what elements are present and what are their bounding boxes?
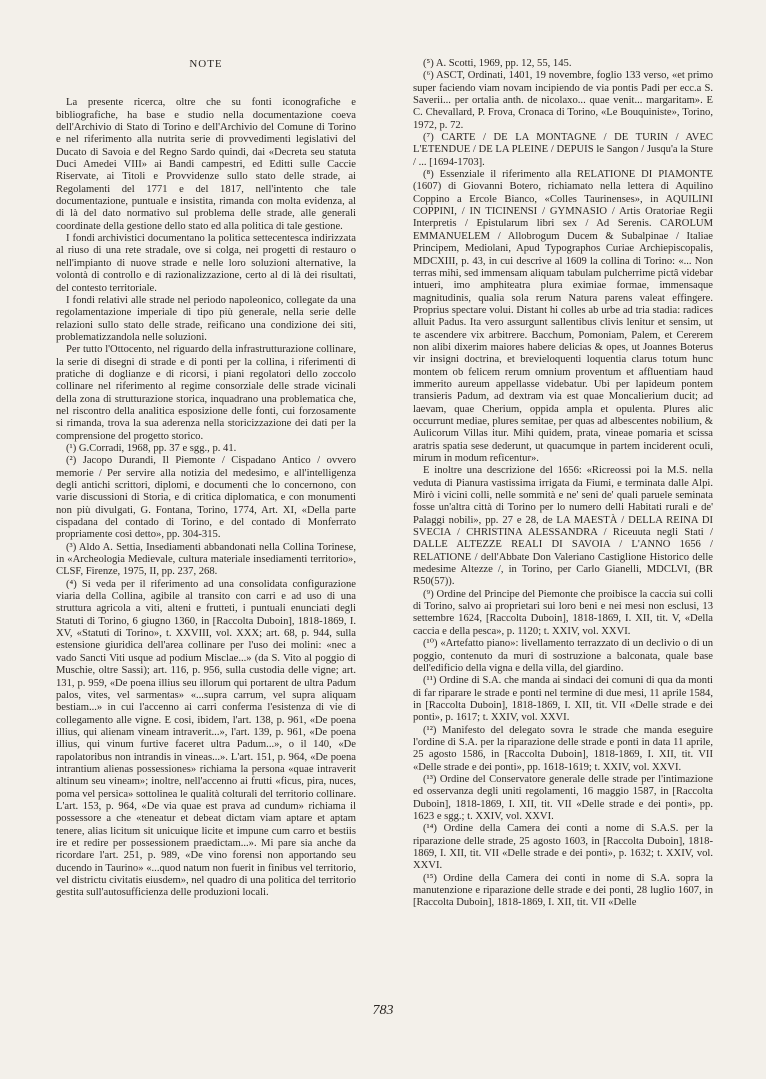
footnote: (⁷) CARTE / DE LA MONTAGNE / DE TURIN / AVEC L'ETENDUE / DE LA PLEINE / DEPUIS le Sangon / Jusqu'a la Sture / ... [1694-1703]. xyxy=(413,132,713,168)
footnote: (¹⁵) Ordine della Camera dei conti in nome di S.A. sopra la manutenzione e riparazione delle strade e dei ponti, 28 luglio 1607, in [Raccolta Duboin], 1818-1869, I. XII, tit. VII «Delle xyxy=(413,872,713,909)
page-title: NOTE xyxy=(189,58,223,70)
body-paragraph: I fondi archivistici documentano la politica settecentesca indirizzata al riuso di una rete stradale, ove si colga, nei progetti di restauro o nell'impianto di nuove strade e nelle loro soluzioni alternative, la volontà di controllo e di razionalizzazione, certo al di là dei risultati, del contesto territoriale. xyxy=(56,233,356,294)
footnote: E inoltre una descrizione del 1656: «Ricreossi poi la M.S. nella veduta di Pianura vastissima irrigata da Fiumi, e terminata dalle Alpi. Mirò i vicini colli, nelle sommità e ne' seni de' quali paruele seminata fosse un'altra città di Torino per lo numero delli Habitati rurali e de' Palaggi nobili», pp. 27 e 28, de LA MAESTÀ / DELLA REINA DI SVECIA / CHRISTINA ALESSANDRA / Riceuuta negli Stati / DALLE ALTEZZE REALI DI SAVOIA / L'ANNO 1656 / RELATIONE / dell'Abbate Don Valeriano Castiglione Historico delle medesime Altezze /, in Torino, per Carlo Gianelli, MDCLVI, (BR R50(57)). xyxy=(413,465,713,588)
footnote: (⁸) Essenziale il riferimento alla RELATIONE DI PIAMONTE (1607) di Giovanni Botero, richiamato nella lettera di Aquilino Coppino a Ercole Bianco, «Colles Taurinenses», in AQUILINI COPPINI, / IN TICINENSI / GYMNASIO / Artis Oratoriae Regii Interpretis / Epistularum libri sex / Ad Serenis. CAROLUM EMMANUELEM / Allobrogum Ducem & Subalpinae / Italiae Principem, Mediolani, Apud Typographos Curiae Archiepiscopalis, MDCXIII, p. 43, in cui descrive al 1609 la collina di Torino: «... Non terras mihi, sed immensam aliquam tabulam pulcherrime pictâ videbar intueri, imo amphiteatra plura eximiae formae, immensaque magnitudinis, qualia sola rerum Natura parens valeat effingere. Proprius spectare volui. Distant hi colles ab urbe ad tria stadia: radices alluit Padus. Ita vero assurgunt sallentibus clivis lenitur et sensim, ut te ascendere vix arbitrere. Bacchum, Pomoniam, Palem, et Cererem non alibi dixerim maiores habere delicias & opes, ut Joannes Boterus vir insigni doctrina, et brevieloquenti loquentia clarus totum hunc montem ob felicem rerum omnium proventum et affluentiam haud immerito aureum appellasse videbatur. Ubi per lapideum pontem transieris Padum, ad dextram via est quae Moncalierium ducit; ad laevam, quae Cherium, oppida ampla et opulenta. Plures alic occurrunt mediae, plures semitae, per quas ad albescentes nobilium, & Aulicorum Villas itur. Mihi quidem, prata, vineae pomaria et scissa aratris spatia sese dederunt, ut quacumque in partem inciderent oculi, mirum in modum reficentur». xyxy=(413,169,713,464)
footnote: (⁴) Si veda per il riferimento ad una consolidata configurazione viaria della Collina, agibile al transito con carri e ad uso di una struttura agricola a viti, alteni e frutteti, i puntuali enunciati degli Statuti di Torino, 6 giugno 1360, in [Raccolta Duboin], 1818-1869, I. XV, «Statuti di Torino», t. XXVIII, vol. XXX; art. 68, p. 944, sulla estensione giuridica dell'area collinare per l'uso dei molini: «nec a vado Sancti Viti usque ad podium Misclae...» (da S. Vito al poggio di Muschie, oltre Sassi); art. 116, p. 956, sulla custodia delle vigne; art. 131, p. 959, «De poena illius seu illorum qui portarent de ultra Padum palos, vites, vel sarmentas» «...supra carrum, vel supra aliquam bestiam...» in cui l'accenno ai carri conferma l'esistenza di vie di collegamento alle vigne. E cosi, ibidem, l'art. 138, p. 961, «De poena illius, qui alienam vineam intraverit...», l'art. 139, p. 961, «De poena illius, qui vinum furtive faceret ultra Padum...», o il 140, «De rapolatoribus non intrandis in vineas...». L'art. 151, p. 964, «De poena intrantium alienas possessiones» richiama la persona «quae intraverit altinum seu vineam»; inoltre, nell'accenno ai frutti «ficus, pira, nuces, poma vel persica» sottolinea le qualità colturali del territorio collinare. L'art. 153, p. 964, «De via quae est prava ad cundum» richiama il possessore a che «teneatur et debeat dictam viam aptare et aptam tenere, alias licitum sit unicuique licite et impune cum carro et bestiis ire et redire per possessionem praedictam...». Mi pare sia anche da ricordare l'art. 251, p. 989, «De vino forensi non apportando seu ducendo in Taurino» «...quod natum non fuerit in finibus vel territorio, vel districtu civitatis eiusdem», nel quadro di una politica del territorio gestita sull'autosufficienza delle produzioni locali. xyxy=(56,578,356,899)
footnote: (¹⁰) «Artefatto piano»: livellamento terrazzato di un declivio o di un poggio, contenuto da muri di sostruzione a balconata, quale base dell'edificio della vigna e della villa, del giardino. xyxy=(413,638,713,674)
footnote: (¹) G.Corradi, 1968, pp. 37 e sgg., p. 41. xyxy=(66,442,237,454)
body-paragraph: I fondi relativi alle strade nel periodo napoleonico, collegate da una regolamentazione imperiale di tipo più generale, nella serie delle relazioni sullo stato delle strade, reificano una condizione dei siti, problematizzandola nelle soluzioni. xyxy=(56,294,356,343)
footnote: (¹³) Ordine del Conservatore generale delle strade per l'intimazione ed osservanza degli uniti regolamenti, 16 maggio 1587, in [Raccolta Duboin], 1818-1869, I. XII, tit. VII «Delle strade e dei ponti», pp. 1623 e sgg.; t. XXIV, vol. XXVI. xyxy=(413,773,713,822)
footnote: (⁵) A. Scotti, 1969, pp. 12, 55, 145. xyxy=(423,58,572,69)
footnote: (⁶) ASCT, Ordinati, 1401, 19 novembre, foglio 133 verso, «et primo super faciendo viam novam incipiendo de via pontis Padi per ecc.a S. Saverii... per ortalia anth. de nicolaxo... quae venit... margaritam». E C. Chevallard, P. Frova, Cronaca di Torino, «Le Bouquiniste», Torino, 1972, p. 72. xyxy=(413,70,713,131)
body-paragraph: La presente ricerca, oltre che su fonti iconografiche e bibliografiche, ha base e studio nella documentazione coeva dell'Archivio di Stato di Torino e dell'Archivio del Comune di Torino e nel riferimento alla nutrita serie di provvedimenti legislativi del Ducato di Savoia e del Regno Sardo quindi, dai «Decreta seu statuta Duci Amedei VIII» ai Bandi campestri, ed Editti sulle Caccie Riservate, ai Titoli e Provvidenze sullo stato delle strade, ai Regolamenti del 1771 e del 1817, nell'intento che tale documentazione, puntuale e insistita, rimanda con molta evidenza, al di là del dato normativo sul problema delle strade, alle generali coordinate della gestione dello stato ed alla politica di tale gestione. xyxy=(56,97,356,232)
footnote: (²) Jacopo Durandi, Il Piemonte / Cispadano Antico / ovvero memorie / Per servire alla notizia del medesimo, e all'intelligenza degli antichi scrittori, diplomi, e documenti che lo concernono, con varie discussioni di Storia, e di critica diplomatica, e con monumenti non più divulgati, G. Fontana, Torino, 1774, Art. XI, «Della parte cispadana del contado di Torino, e del contado di Monferrato propriamente così detto», pp. 304-315. xyxy=(56,455,356,541)
footnote: (⁹) Ordine del Principe del Piemonte che proibisce la caccia sui colli di Torino, salvo ai proprietari sui loro beni e nei mesi non esclusi, 13 settembre 1624, [Raccolta Duboin], 1818-1869, I. XII, tit. V, «Della caccia e della pesca», p. 1120; t. XXIV, vol. XXVI. xyxy=(413,588,713,637)
page-number: 783 xyxy=(372,1003,394,1018)
footnote: (¹²) Manifesto del delegato sovra le strade che manda eseguire l'ordine di S.A. per la riparazione delle strade e ponti in data 11 aprile, 25 agosto 1586, in [Raccolta Duboin], 1818-1869, I. XII, tit. VII «Delle strade e dei ponti», pp. 1618-1619; t. XXIV, vol. XXVI. xyxy=(413,724,713,773)
footnote: (¹⁴) Ordine della Camera dei conti a nome di S.A.S. per la riparazione delle strade, 25 agosto 1603, in [Raccolta Duboin], 1818-1869, I. XII, tit. VII «Delle strade e dei ponti», p. 1632; t. XXIV, vol. XXVI. xyxy=(413,823,713,872)
footnote: (¹¹) Ordine di S.A. che manda ai sindaci dei comuni di qua da monti di far riparare le strade e ponti nel termine di due mesi, 11 aprile 1584, in [Raccolta Duboin], 1818-1869, I. XII, tit. VII «Delle strade e dei ponti», p. 1617; t. XXIV, vol. XXVI. xyxy=(413,675,713,724)
left-column xyxy=(56,58,356,900)
body-paragraph: Per tutto l'Ottocento, nel riguardo della infrastrutturazione collinare, la serie di disegni di strade e di ponti per la collina, i riferimenti di pratiche di doglianze e di ricorsi, i piani regolatori dello zoccolo collinare nel riferimento al regime consorziale delle strade vicinali della zona di strutturazione storica, inquadrano una problematica che, nel riscontro della analitica esposizione delle fonti, cui forzosamente si rimanda, trova la sua aderenza nella storicizzazione dei dati per la comprensione del progetto storico. xyxy=(56,344,356,442)
footnote: (³) Aldo A. Settia, Insediamenti abbandonati nella Collina Torinese, in «Archeologia Medievale, cultura materiale insediamenti territorio», CLSF, Firenze, 1975, II, pp. 237, 268. xyxy=(56,541,356,578)
right-column xyxy=(413,58,713,910)
